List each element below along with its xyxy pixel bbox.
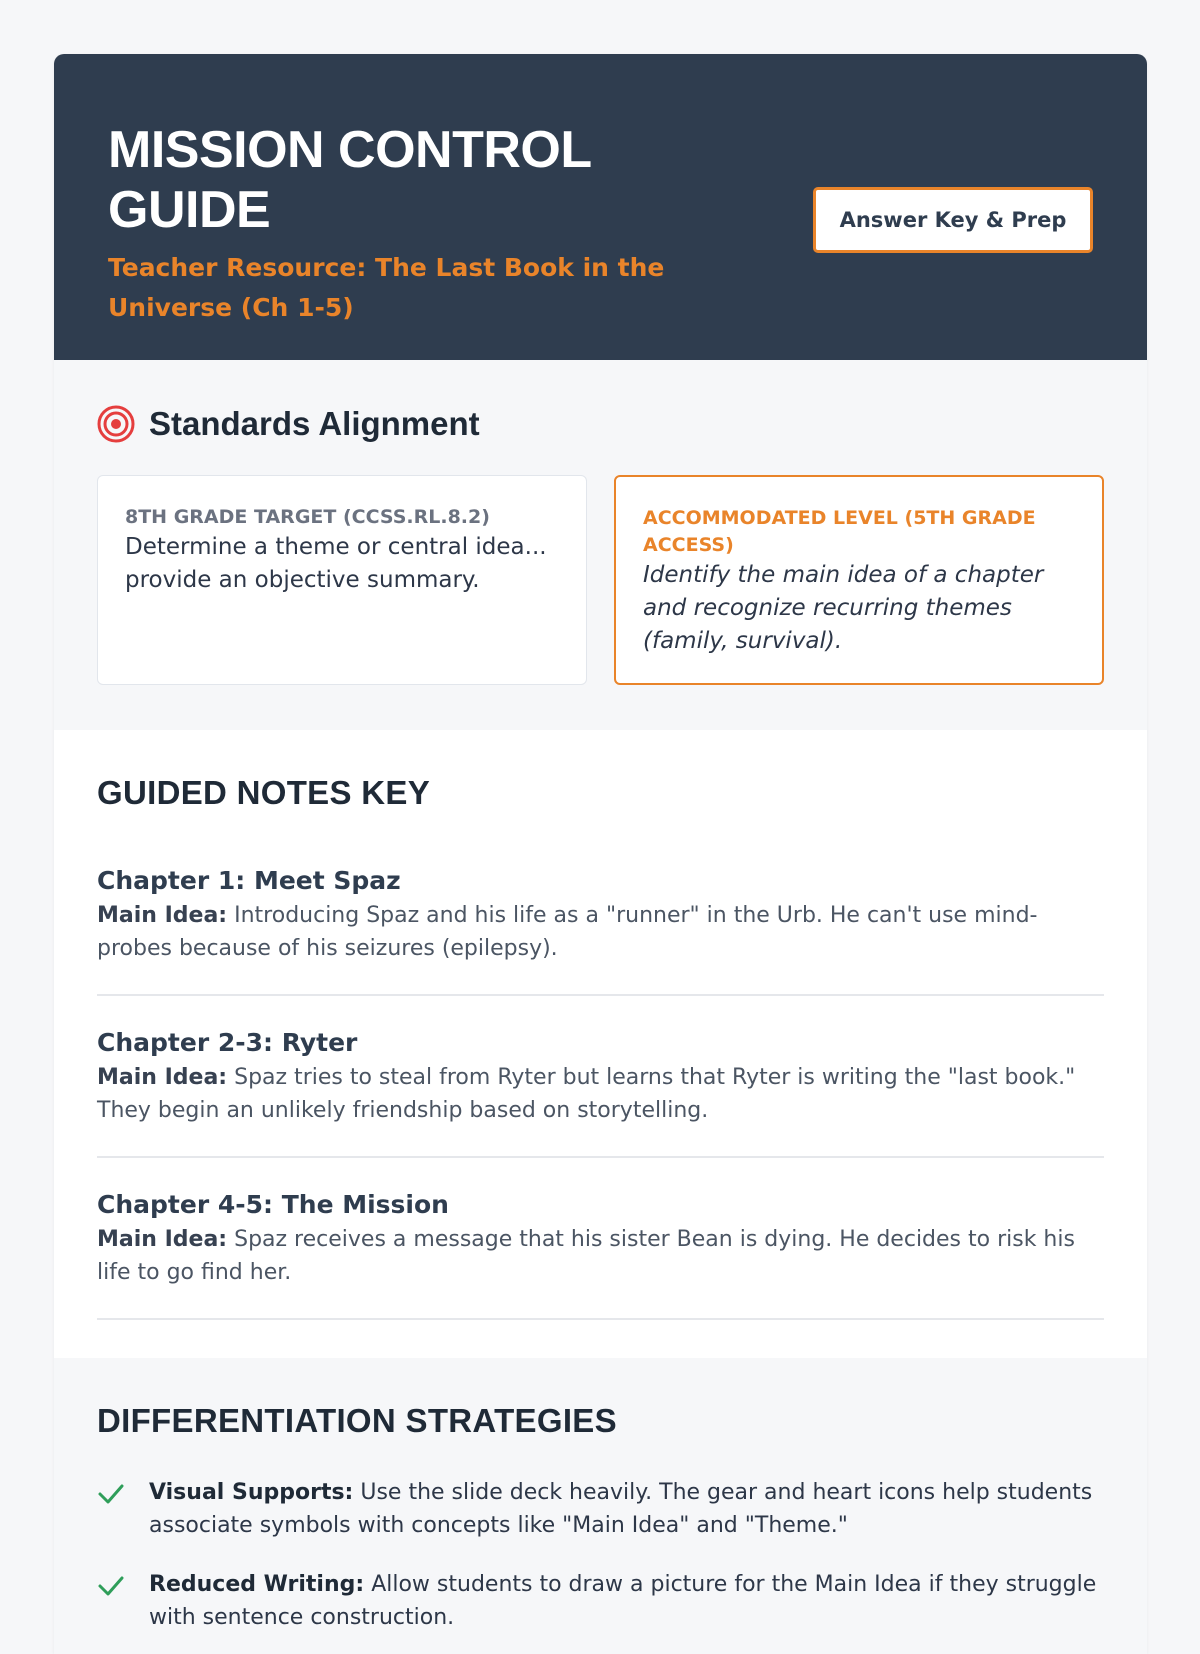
answer-key-button[interactable]: Answer Key & Prep [813, 187, 1093, 253]
guided-notes-heading: GUIDED NOTES KEY [97, 774, 431, 811]
main-idea-label: Main Idea: [97, 1227, 228, 1252]
check-icon [97, 1476, 127, 1542]
strategy-text [149, 1568, 1104, 1634]
header [54, 54, 1147, 360]
standards-section [54, 360, 1147, 730]
check-icon [97, 1568, 127, 1634]
notes-list [97, 847, 1104, 1320]
note-item [97, 1158, 1104, 1320]
note-text: Spaz receives a message that his sister Bean is dying. He decides to risk his life to go find her. [97, 1227, 1075, 1285]
standards-heading: Standards Alignment [149, 405, 480, 442]
standard-accommodated-box [614, 475, 1104, 685]
strategy-text [149, 1476, 1104, 1542]
strategy-description: Allow students to draw a picture for the Main Idea if they struggle with sentence construction. [149, 1572, 1097, 1630]
strategy-description: Use the slide deck heavily. The gear and heart icons help students associate symbols with concepts like "Main Idea" and "Theme." [149, 1480, 1093, 1538]
note-text: Introducing Spaz and his life as a "runner" in the Urb. He can't use mind-probes because of his seizures (epilepsy). [97, 903, 1038, 961]
page-title: MISSION CONTROL GUIDE [108, 121, 591, 239]
guided-notes-section [54, 730, 1147, 1358]
differentiation-heading: DIFFERENTIATION STRATEGIES [97, 1402, 617, 1439]
standard-target-box [97, 475, 587, 685]
note-title: Chapter 1: Meet Spaz [97, 866, 401, 895]
note-text: Spaz tries to steal from Ryter but learns that Ryter is writing the "last book." They begin an unlikely friendship based on storytelling. [97, 1065, 1076, 1123]
page-subtitle: Teacher Resource: The Last Book in the Universe (Ch 1-5) [108, 253, 665, 322]
note-title: Chapter 4-5: The Mission [97, 1190, 449, 1219]
strategy-list [97, 1476, 1104, 1634]
guide-card [54, 54, 1147, 1654]
note-body [97, 1223, 1104, 1289]
note-body [97, 899, 1104, 965]
strategy-item [97, 1476, 1104, 1542]
strategy-label: Visual Supports: [149, 1480, 354, 1505]
differentiation-section [54, 1358, 1147, 1654]
strategy-item [97, 1568, 1104, 1634]
note-item [97, 996, 1104, 1158]
note-title: Chapter 2-3: Ryter [97, 1028, 358, 1057]
main-idea-label: Main Idea: [97, 903, 228, 928]
standards-row [97, 475, 1104, 685]
standard-target-label: 8TH GRADE TARGET (CCSS.RL.8.2) [125, 506, 490, 528]
main-idea-label: Main Idea: [97, 1065, 228, 1090]
standard-accommodated-text: Identify the main idea of a chapter and recognize recurring themes (family, survival). [643, 562, 1044, 654]
standards-header [97, 404, 1104, 444]
note-item [97, 847, 1104, 996]
note-body [97, 1061, 1104, 1127]
strategy-label: Reduced Writing: [149, 1572, 365, 1597]
standard-target-text: Determine a theme or central idea... provide an objective summary. [125, 534, 547, 593]
target-icon [97, 405, 135, 443]
standard-accommodated-label: ACCOMMODATED LEVEL (5TH GRADE ACCESS) [643, 507, 1036, 556]
